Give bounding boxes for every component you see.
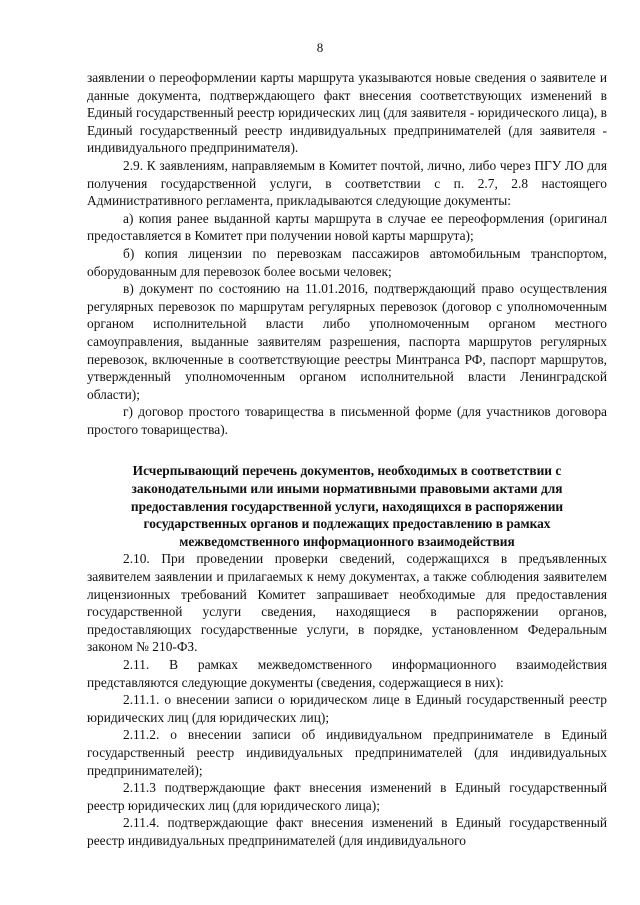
paragraph-2-11: 2.11. В рамках межведомственного информационного взаимодействия представляются следующие документы (сведения, содержащиеся в них):: [87, 657, 607, 690]
paragraph-2-11-1: 2.11.1. о внесении записи о юридическом лице в Единый государственный реестр юридических лиц (для юридических лиц);: [87, 692, 607, 725]
section-spacer: [87, 438, 607, 462]
paragraph-continuation: заявлении о переоформлении карты маршрута указываются новые сведения о заявителе и данные документа, подтверждающего факт внесения соответствующих изменений в Единый государственный реестр юридических лиц (для заявителя - юридического лица), в Единый государственный реестр индивидуальных предпринимателей (для заявителя - индивидуального предпринимателя).: [87, 70, 607, 156]
page-number: 8: [316, 40, 324, 55]
paragraph-2-9: 2.9. К заявлениям, направляемым в Комитет почтой, лично, либо через ПГУ ЛО для получения государственной услуги, в соответствии с п. 2.7, 2.8 настоящего Административного регламента, прикладываются следующие документы:: [87, 157, 607, 209]
list-item-g: г) договор простого товарищества в письменной форме (для участников договора простого товарищества).: [87, 404, 607, 437]
document-body: [87, 69, 607, 850]
list-item-v: в) документ по состоянию на 11.01.2016, подтверждающий право осуществления регулярных перевозок по маршрутам регулярных перевозок (договор с уполномоченным органом исполнительной власти либо уполномоченным органом местного самоуправления, выданные заявителям разрешения, паспорта маршрутов регулярных перевозок, включенные в соответствующие реестры Минтранса РФ, паспорт маршрутов, утвержденный уполномоченным органом исполнительной власти Ленинградской области);: [87, 281, 607, 402]
section-heading: Исчерпывающий перечень документов, необходимых в соответствии с законодательными или иными нормативными правовыми актами для предоставления государственной услуги, находящихся в распоряжении государственных органов и подлежащих предоставлению в рамках межведомственного информационного взаимодействия: [130, 463, 564, 549]
list-item-a: а) копия ранее выданной карты маршрута в случае ее переоформления (оригинал предоставляется в Комитет при получении новой карты маршрута);: [87, 210, 607, 244]
paragraph-2-11-3: 2.11.3 подтверждающие факт внесения изменений в Единый государственный реестр юридических лиц (для юридического лица);: [87, 780, 607, 813]
list-item-b: б) копия лицензии по перевозкам пассажиров автомобильным транспортом, оборудованным для перевозок более восьми человек;: [87, 245, 607, 279]
paragraph-2-11-4: 2.11.4. подтверждающие факт внесения изменений в Единый государственный реестр индивидуальных предпринимателей (для индивидуального: [87, 815, 607, 848]
paragraph-2-11-2: 2.11.2. о внесении записи об индивидуальном предпринимателе в Единый государственный реестр индивидуальных предпринимателей (для индивидуальных предпринимателей);: [87, 727, 607, 778]
paragraph-2-10: 2.10. При проведении проверки сведений, содержащихся в предъявленных заявителем заявлении и прилагаемых к нему документах, а также соблюдения заявителем лицензионных требований Комитет запрашивает необходимые для предоставления государственной услуги сведения, находящиеся в распоряжении органов, предоставляющих государственные услуги, в порядке, установленном Федеральным законом № 210-ФЗ.: [87, 551, 607, 655]
